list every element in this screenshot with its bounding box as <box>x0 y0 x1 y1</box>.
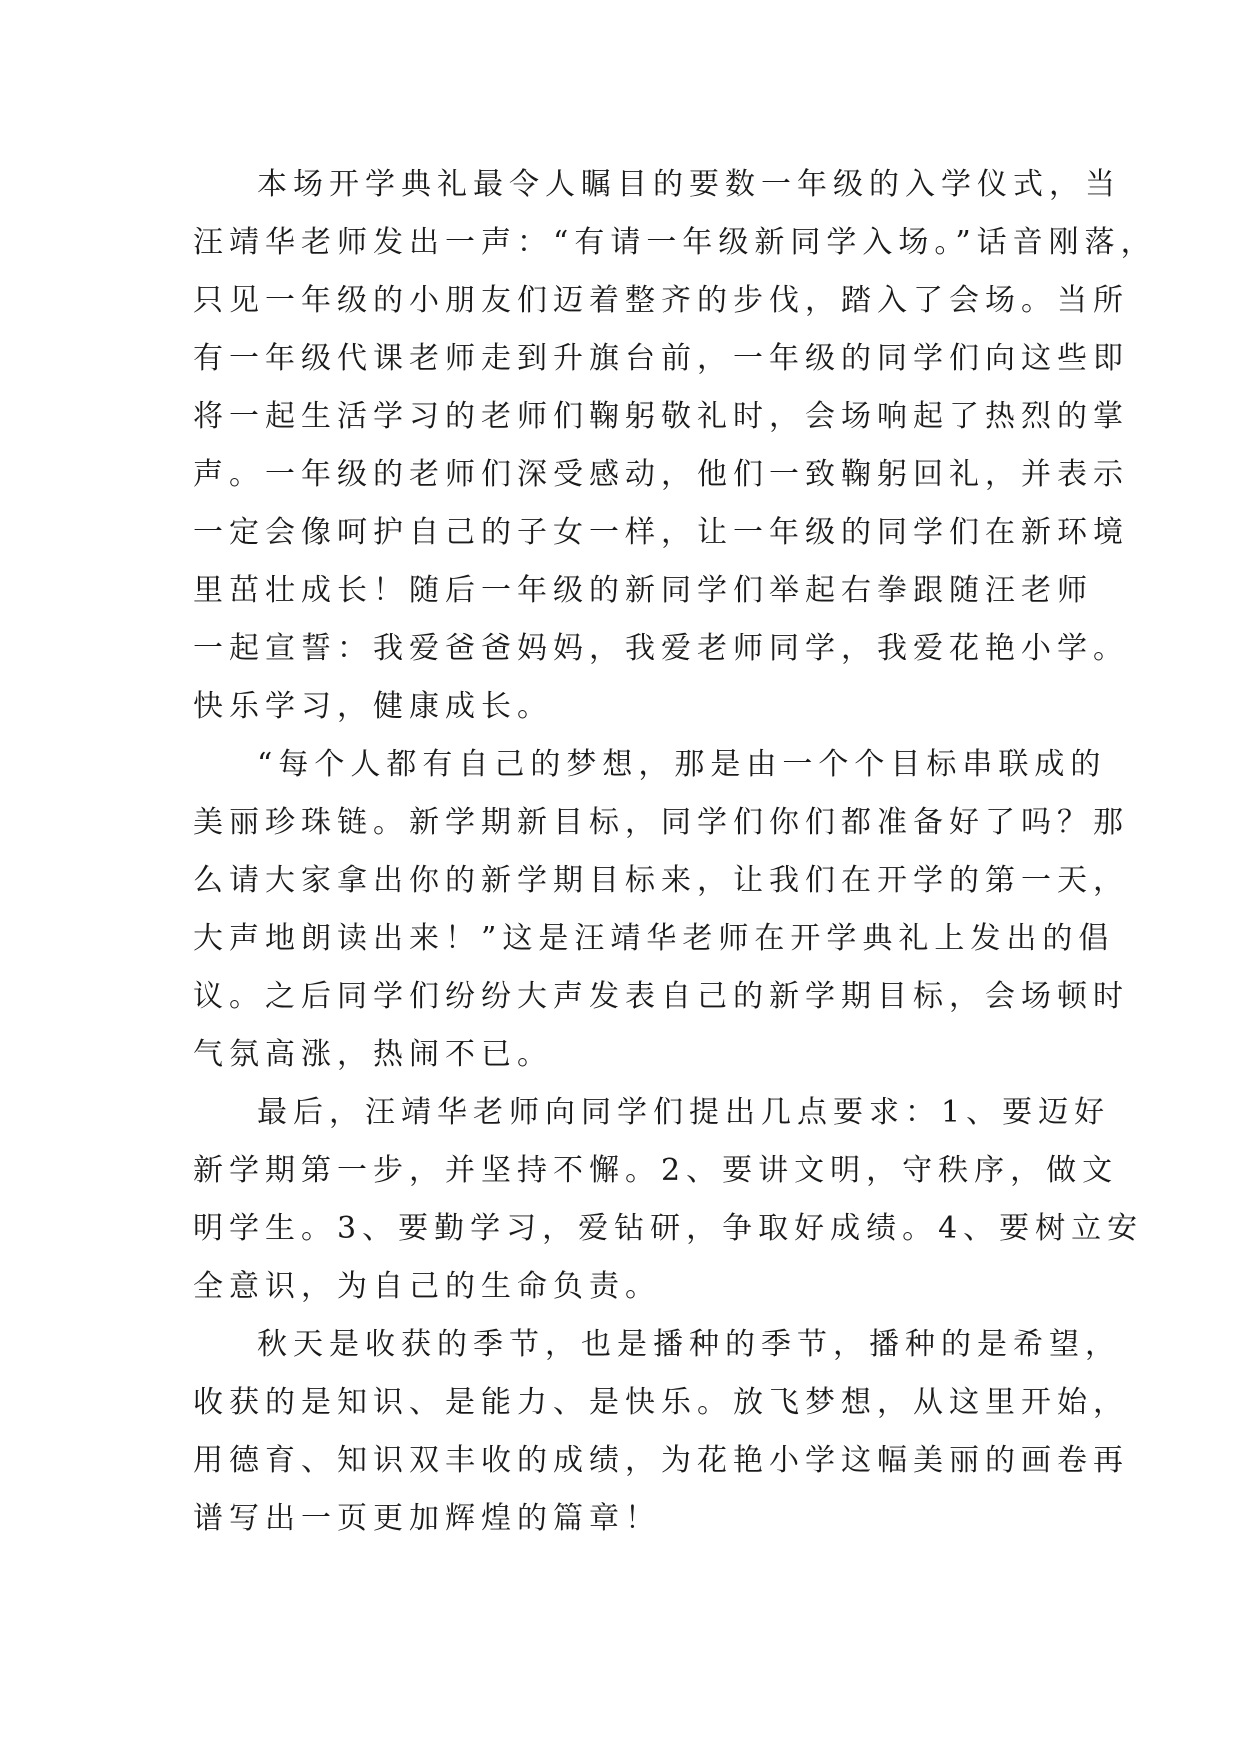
text-line: 么请大家拿出你的新学期目标来，让我们在开学的第一天， <box>193 863 1129 898</box>
paragraph-conclusion <box>193 1316 1129 1548</box>
paragraph-requirements <box>193 1084 1144 1316</box>
text-line: 有一年级代课老师走到升旗台前，一年级的同学们向这些即 <box>193 341 1129 376</box>
text-line: 快乐学习，健康成长。 <box>193 689 553 724</box>
text-line: 将一起生活学习的老师们鞠躬敬礼时，会场响起了热烈的掌 <box>193 399 1129 434</box>
text-line: 议。之后同学们纷纷大声发表自己的新学期目标，会场顿时 <box>193 979 1129 1014</box>
text-line: 秋天是收获的季节，也是播种的季节，播种的是希望， <box>257 1327 1121 1362</box>
text-line: 谱写出一页更加辉煌的篇章！ <box>193 1501 661 1536</box>
text-line: 里茁壮成长！随后一年级的新同学们举起右拳跟随汪老师 <box>193 573 1093 608</box>
text-line: 新学期第一步，并坚持不懈。2、要讲文明，守秩序，做文 <box>193 1153 1119 1188</box>
text-line: 明学生。3、要勤学习，爱钻研，争取好成绩。4、要树立安 <box>193 1211 1144 1246</box>
text-line: 一起宣誓：我爱爸爸妈妈，我爱老师同学，我爱花艳小学。 <box>193 631 1129 666</box>
text-line: 声。一年级的老师们深受感动，他们一致鞠躬回礼，并表示 <box>193 457 1129 492</box>
text-line: 气氛高涨，热闹不已。 <box>193 1037 553 1072</box>
text-line: 本场开学典礼最令人瞩目的要数一年级的入学仪式，当 <box>257 167 1121 202</box>
text-line: 只见一年级的小朋友们迈着整齐的步伐，踏入了会场。当所 <box>193 283 1129 318</box>
text-line: 大声地朗读出来！”这是汪靖华老师在开学典礼上发出的倡 <box>193 921 1115 956</box>
document-body <box>193 156 1157 1548</box>
text-line: 一定会像呵护自己的子女一样，让一年级的同学们在新环境 <box>193 515 1129 550</box>
text-line: 用德育、知识双丰收的成绩，为花艳小学这幅美丽的画卷再 <box>193 1443 1129 1478</box>
text-line: 美丽珍珠链。新学期新目标，同学们你们都准备好了吗？那 <box>193 805 1129 840</box>
paragraph-opening-ceremony <box>193 156 1157 736</box>
text-line: 最后，汪靖华老师向同学们提出几点要求：1、要迈好 <box>257 1095 1111 1130</box>
paragraph-new-term-goals <box>193 736 1129 1084</box>
text-line: 全意识，为自己的生命负责。 <box>193 1269 661 1304</box>
text-line: 汪靖华老师发出一声：“有请一年级新同学入场。”话音刚落， <box>193 225 1157 260</box>
text-line: 收获的是知识、是能力、是快乐。放飞梦想，从这里开始， <box>193 1385 1129 1420</box>
text-line: “每个人都有自己的梦想，那是由一个个目标串联成的 <box>257 747 1107 782</box>
